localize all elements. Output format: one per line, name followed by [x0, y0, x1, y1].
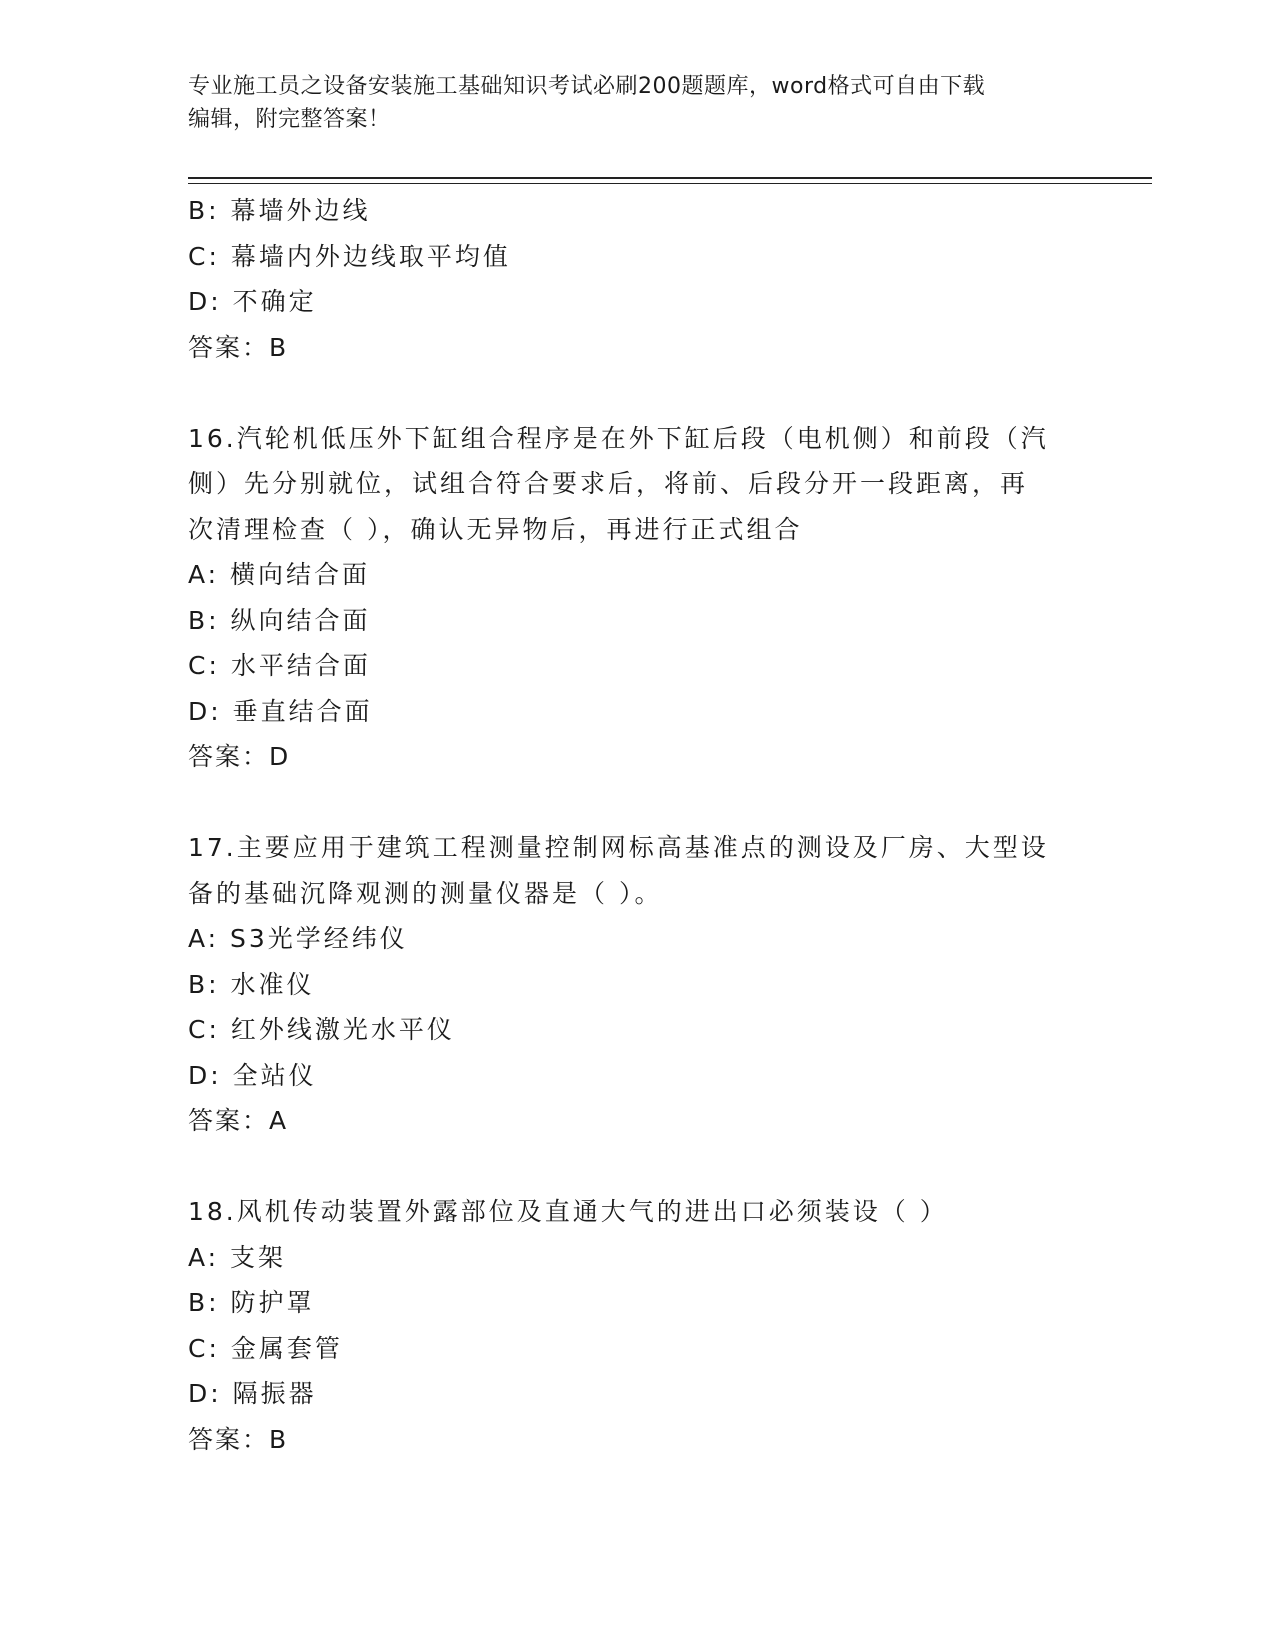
- question-text-line: 16.汽轮机低压外下缸组合程序是在外下缸后段（电机侧）和前段（汽: [188, 423, 1049, 453]
- question-content: [188, 188, 1088, 1462]
- header-divider-thin: [188, 183, 1152, 184]
- question-text-line: 17.主要应用于建筑工程测量控制网标高基准点的测设及厂房、大型设: [188, 833, 1049, 862]
- question-text-line: 备的基础沉降观测的测量仪器是（ ）。: [188, 878, 663, 908]
- document-header: [188, 70, 1088, 136]
- answer-line: 答案：D: [188, 742, 291, 771]
- option-c: C: 红外线激光水平仪: [188, 1015, 455, 1044]
- option-a: A: S3光学经纬仪: [188, 924, 408, 953]
- header-title-line-2: 编辑，附完整答案！: [188, 107, 391, 132]
- option-d: D: 垂直结合面: [188, 696, 373, 726]
- option-b: B: 水准仪: [188, 969, 315, 999]
- spacer: [188, 780, 1088, 826]
- option-d: D: 隔振器: [188, 1379, 317, 1408]
- option-d: D: 全站仪: [188, 1060, 317, 1090]
- option-b: B: 纵向结合面: [188, 605, 371, 635]
- option-b: B: 幕墙外边线: [188, 196, 371, 225]
- question-16: [188, 416, 1088, 780]
- prev-question-block: [188, 188, 1088, 370]
- answer-line: 答案：B: [188, 1424, 289, 1454]
- answer-line: 答案：B: [188, 332, 289, 362]
- header-title-line-1: 专业施工员之设备安装施工基础知识考试必刷200题题库，word格式可自由下载: [188, 74, 986, 99]
- question-text-line: 18.风机传动装置外露部位及直通大气的进出口必须装设（ ）: [188, 1197, 948, 1226]
- option-c: C: 幕墙内外边线取平均值: [188, 241, 511, 271]
- question-18: [188, 1189, 1088, 1462]
- question-text-line: 次清理检查（ ），确认无异物后，再进行正式组合: [188, 514, 803, 544]
- option-a: A: 横向结合面: [188, 560, 371, 589]
- answer-line: 答案：A: [188, 1106, 289, 1135]
- question-text-line: 侧）先分别就位，试组合符合要求后，将前、后段分开一段距离，再: [188, 469, 1029, 498]
- option-a: A: 支架: [188, 1242, 287, 1272]
- option-c: C: 金属套管: [188, 1333, 343, 1363]
- option-c: C: 水平结合面: [188, 651, 371, 680]
- spacer: [188, 1144, 1088, 1190]
- option-b: B: 防护罩: [188, 1288, 315, 1317]
- header-divider-thick: [188, 177, 1152, 179]
- option-d: D: 不确定: [188, 287, 317, 316]
- question-17: [188, 825, 1088, 1144]
- spacer: [188, 370, 1088, 416]
